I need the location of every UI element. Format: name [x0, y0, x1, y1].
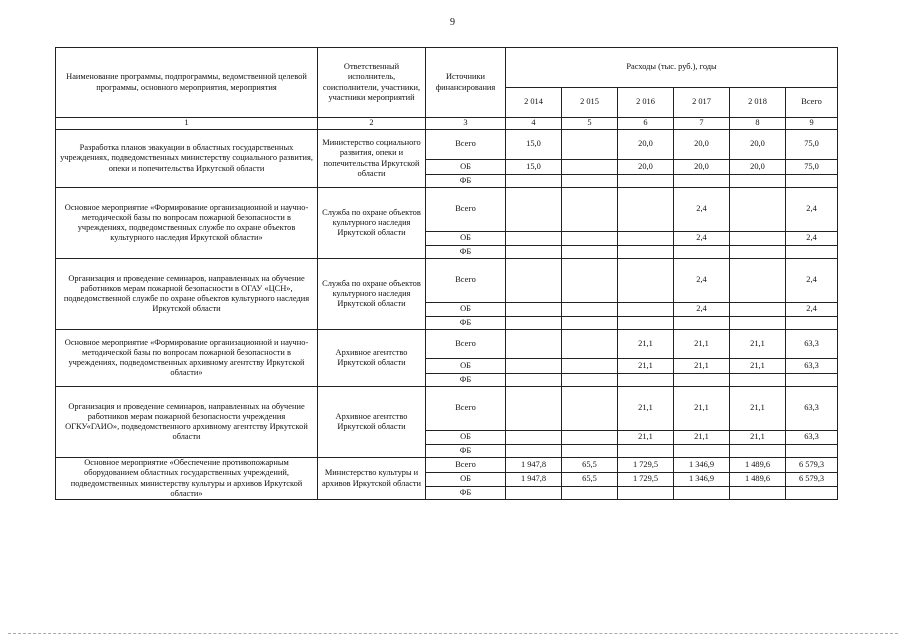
year-value: 2,4: [674, 303, 730, 317]
total-value: 6 579,3: [786, 458, 838, 473]
header-year: 2 014: [506, 88, 562, 118]
total-value: 6 579,3: [786, 473, 838, 487]
column-number: 9: [786, 118, 838, 130]
funding-source: ФБ: [426, 317, 506, 330]
funding-source: ФБ: [426, 374, 506, 387]
year-value: 1 947,8: [506, 473, 562, 487]
column-number: 1: [56, 118, 318, 130]
funding-source: ОБ: [426, 160, 506, 175]
year-value: 15,0: [506, 130, 562, 160]
year-value: [674, 374, 730, 387]
funding-source: ОБ: [426, 303, 506, 317]
year-value: [618, 303, 674, 317]
header-sources: Источники финансирования: [426, 48, 506, 118]
header-year: 2 016: [618, 88, 674, 118]
year-value: [506, 487, 562, 500]
year-value: [730, 374, 786, 387]
year-value: 20,0: [618, 130, 674, 160]
responsible-executor: Министерство социального развития, опеки и попечительства Иркутской области: [318, 130, 426, 188]
total-value: [786, 445, 838, 458]
year-value: [562, 431, 618, 445]
column-number: 8: [730, 118, 786, 130]
year-value: 20,0: [674, 130, 730, 160]
year-value: 1 947,8: [506, 458, 562, 473]
year-value: 1 489,6: [730, 458, 786, 473]
funding-source: Всего: [426, 387, 506, 431]
funding-source: ОБ: [426, 232, 506, 246]
year-value: [730, 303, 786, 317]
funding-source: Всего: [426, 188, 506, 232]
year-value: [730, 188, 786, 232]
year-value: [562, 259, 618, 303]
total-value: 75,0: [786, 160, 838, 175]
year-value: [562, 160, 618, 175]
year-value: [562, 487, 618, 500]
year-value: 2,4: [674, 232, 730, 246]
year-value: 1 729,5: [618, 458, 674, 473]
year-value: [506, 387, 562, 431]
total-value: 2,4: [786, 188, 838, 232]
funding-source: Всего: [426, 130, 506, 160]
table-row: [56, 259, 838, 303]
year-value: [674, 445, 730, 458]
year-value: [618, 317, 674, 330]
table-row: [56, 188, 838, 232]
year-value: [506, 303, 562, 317]
page-number: 9: [450, 17, 455, 28]
year-value: 1 489,6: [730, 473, 786, 487]
table-row: [56, 458, 838, 473]
total-value: 2,4: [786, 259, 838, 303]
total-value: 63,3: [786, 431, 838, 445]
year-value: 20,0: [618, 160, 674, 175]
year-value: [730, 317, 786, 330]
year-value: 2,4: [674, 188, 730, 232]
year-value: [562, 374, 618, 387]
year-value: [730, 175, 786, 188]
column-number: 3: [426, 118, 506, 130]
activity-name: Организация и проведение семинаров, направленных на обучение работников мерам пожарной безопасности в ОГАУ «ЦСН», подведомственной службе по охране объектов культурного наследия Иркутской области: [56, 259, 318, 330]
funding-source: ОБ: [426, 359, 506, 374]
year-value: 21,1: [618, 330, 674, 359]
funding-source: ФБ: [426, 445, 506, 458]
year-value: [506, 188, 562, 232]
year-value: 1 729,5: [618, 473, 674, 487]
year-value: [618, 487, 674, 500]
year-value: 21,1: [618, 431, 674, 445]
header-year: 2 017: [674, 88, 730, 118]
year-value: 21,1: [674, 330, 730, 359]
column-number: 6: [618, 118, 674, 130]
responsible-executor: Архивное агентство Иркутской области: [318, 330, 426, 387]
funding-source: Всего: [426, 330, 506, 359]
year-value: [506, 374, 562, 387]
year-value: 21,1: [674, 387, 730, 431]
year-value: 21,1: [618, 387, 674, 431]
year-value: [562, 359, 618, 374]
year-value: [506, 232, 562, 246]
year-value: [562, 130, 618, 160]
year-value: [506, 431, 562, 445]
header-year: 2 018: [730, 88, 786, 118]
activity-name: Разработка планов эвакуации в областных государственных учреждениях, подведомственных министерству социального развития, опеки и попечительства Иркутской области: [56, 130, 318, 188]
year-value: 65,5: [562, 473, 618, 487]
year-value: [618, 175, 674, 188]
header-responsible: Ответственный исполнитель, соисполнители, участники, участники мероприятий: [318, 48, 426, 118]
year-value: [730, 487, 786, 500]
year-value: 21,1: [674, 431, 730, 445]
year-value: [562, 330, 618, 359]
expenses-table: [55, 47, 838, 500]
year-value: [618, 188, 674, 232]
year-value: [506, 259, 562, 303]
year-value: [730, 232, 786, 246]
responsible-executor: Министерство культуры и архивов Иркутской области: [318, 458, 426, 500]
total-value: [786, 175, 838, 188]
year-value: 21,1: [730, 330, 786, 359]
activity-name: Организация и проведение семинаров, направленных на обучение работников мерам пожарной безопасности учреждения ОГКУ«ГАИО», подведомственного архивному агентству Иркутской области: [56, 387, 318, 458]
year-value: [618, 232, 674, 246]
year-value: [506, 445, 562, 458]
year-value: [562, 232, 618, 246]
header-total: Всего: [786, 88, 838, 118]
funding-source: ОБ: [426, 473, 506, 487]
year-value: 1 346,9: [674, 458, 730, 473]
year-value: [506, 175, 562, 188]
total-value: [786, 374, 838, 387]
year-value: [506, 359, 562, 374]
responsible-executor: Служба по охране объектов культурного наследия Иркутской области: [318, 259, 426, 330]
year-value: 21,1: [674, 359, 730, 374]
column-number: 7: [674, 118, 730, 130]
year-value: [618, 374, 674, 387]
year-value: [562, 445, 618, 458]
table-row: [56, 330, 838, 359]
total-value: 75,0: [786, 130, 838, 160]
year-value: [506, 330, 562, 359]
year-value: [674, 175, 730, 188]
activity-name: Основное мероприятие «Формирование организационной и научно-методической базы по вопросам пожарной безопасности в учреждениях, подведомственных службе по охране объектов культурного наследия Иркутской области»: [56, 188, 318, 259]
table-row: [56, 130, 838, 160]
year-value: [618, 259, 674, 303]
year-value: [562, 387, 618, 431]
year-value: [562, 303, 618, 317]
funding-source: Всего: [426, 259, 506, 303]
year-value: 21,1: [730, 387, 786, 431]
year-value: 15,0: [506, 160, 562, 175]
total-value: 2,4: [786, 303, 838, 317]
total-value: 2,4: [786, 232, 838, 246]
year-value: 20,0: [730, 130, 786, 160]
year-value: [562, 246, 618, 259]
year-value: 1 346,9: [674, 473, 730, 487]
year-value: 21,1: [730, 431, 786, 445]
funding-source: Всего: [426, 458, 506, 473]
funding-source: ОБ: [426, 431, 506, 445]
year-value: 65,5: [562, 458, 618, 473]
year-value: [674, 487, 730, 500]
total-value: 63,3: [786, 330, 838, 359]
table-row: [56, 387, 838, 431]
total-value: 63,3: [786, 359, 838, 374]
header-expenses: Расходы (тыс. руб.), годы: [506, 48, 838, 88]
year-value: 20,0: [674, 160, 730, 175]
year-value: [730, 445, 786, 458]
year-value: 2,4: [674, 259, 730, 303]
year-value: [562, 188, 618, 232]
header-name: Наименование программы, подпрограммы, ведомственной целевой программы, основного мероприятия, мероприятия: [56, 48, 318, 118]
funding-source: ФБ: [426, 246, 506, 259]
responsible-executor: Служба по охране объектов культурного наследия Иркутской области: [318, 188, 426, 259]
total-value: [786, 487, 838, 500]
year-value: [674, 317, 730, 330]
year-value: [618, 246, 674, 259]
year-value: 21,1: [730, 359, 786, 374]
funding-source: ФБ: [426, 175, 506, 188]
year-value: [506, 317, 562, 330]
activity-name: Основное мероприятие «Обеспечение противопожарным оборудованием областных государственных учреждений, подведомственных министерству культуры и архивов Иркутской области»: [56, 458, 318, 500]
column-number: 5: [562, 118, 618, 130]
activity-name: Основное мероприятие «Формирование организационной и научно-методической базы по вопросам пожарной безопасности в учреждениях, подведомственных архивному агентству Иркутской области»: [56, 330, 318, 387]
year-value: [562, 175, 618, 188]
responsible-executor: Архивное агентство Иркутской области: [318, 387, 426, 458]
year-value: [506, 246, 562, 259]
year-value: 21,1: [618, 359, 674, 374]
year-value: [730, 246, 786, 259]
year-value: 20,0: [730, 160, 786, 175]
year-value: [618, 445, 674, 458]
year-value: [562, 317, 618, 330]
year-value: [730, 259, 786, 303]
column-number: 4: [506, 118, 562, 130]
column-number: 2: [318, 118, 426, 130]
funding-source: ФБ: [426, 487, 506, 500]
total-value: [786, 246, 838, 259]
year-value: [674, 246, 730, 259]
total-value: [786, 317, 838, 330]
total-value: 63,3: [786, 387, 838, 431]
header-year: 2 015: [562, 88, 618, 118]
scan-edge-line: [8, 633, 898, 636]
